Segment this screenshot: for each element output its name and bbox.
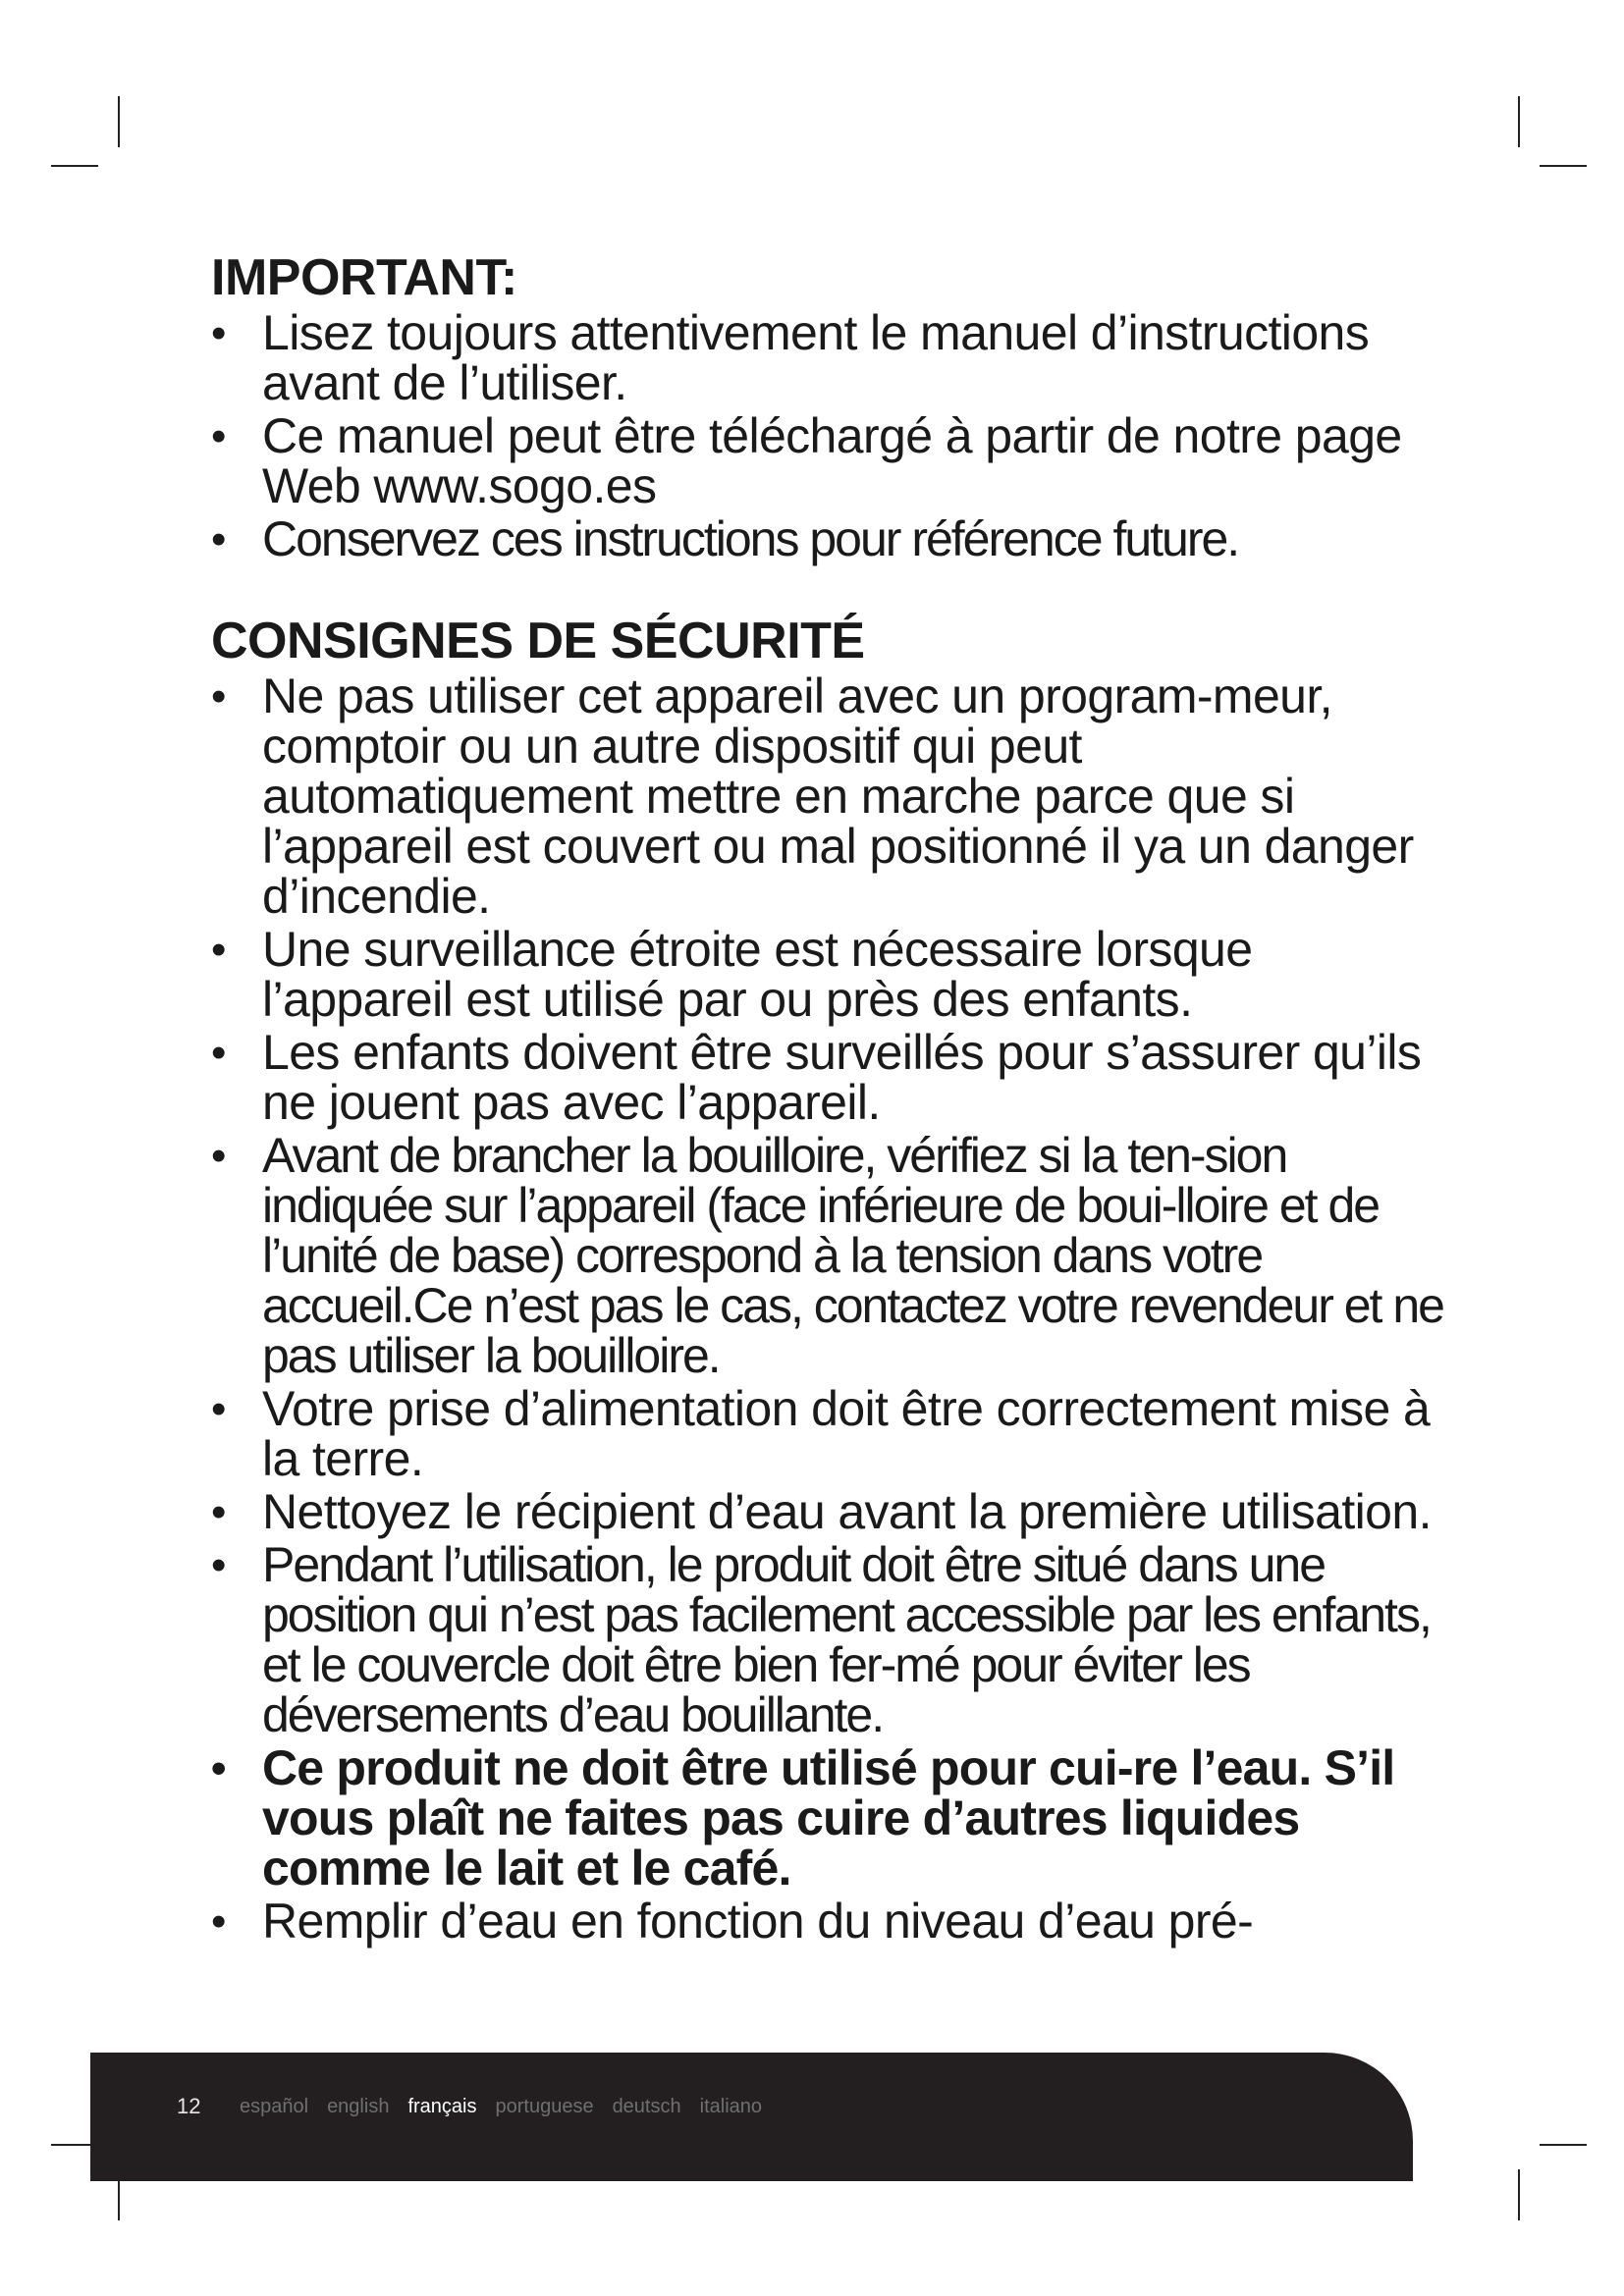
crop-mark bbox=[118, 96, 120, 147]
language-list bbox=[240, 2096, 781, 2118]
list-item: • Conservez ces instructions pour référence future. bbox=[211, 514, 1448, 564]
important-heading: IMPORTANT: bbox=[211, 249, 517, 306]
list-item: • Nettoyez le récipient d’eau avant la première utilisation. bbox=[211, 1487, 1448, 1537]
crop-mark bbox=[1540, 2144, 1587, 2146]
list-item: • Votre prise d’alimentation doit être correctement mise à la terre. bbox=[211, 1384, 1448, 1484]
language-german: deutsch bbox=[612, 2096, 681, 2117]
safety-list bbox=[211, 668, 1448, 1949]
list-item: • Ne pas utiliser cet appareil avec un program-meur, comptoir ou un autre dispositif qui peut automatiquement mettre en marche parce que si l’appareil est couvert ou mal positionné il ya un danger d’incendie. bbox=[211, 671, 1448, 922]
crop-mark bbox=[1518, 96, 1520, 147]
list-item: • Avant de brancher la bouilloire, vérifiez si la ten-sion indiquée sur l’appareil (face inférieure de boui-lloire et de l’unité de base) correspond à la tension dans votre accueil.Ce n’est pas le cas, contactez votre revendeur et ne pas utiliser la bouilloire. bbox=[211, 1131, 1448, 1381]
manual-content bbox=[211, 250, 1448, 1947]
language-portuguese: portuguese bbox=[495, 2096, 594, 2117]
crop-mark bbox=[1540, 165, 1587, 167]
list-item: • Ce manuel peut être téléchargé à partir de notre page Web www.sogo.es bbox=[211, 411, 1448, 511]
page-footer bbox=[90, 2053, 1413, 2181]
list-item: • Pendant l’utilisation, le produit doit être situé dans une position qui n’est pas facilement accessible par les enfants, et le couvercle doit être bien fer-mé pour éviter les déversements d’eau bouillante. bbox=[211, 1540, 1448, 1740]
language-spanish: español bbox=[240, 2096, 309, 2117]
language-italian: italiano bbox=[699, 2096, 763, 2117]
important-list bbox=[211, 305, 1448, 566]
crop-mark bbox=[51, 165, 98, 167]
list-item: • Les enfants doivent être surveillés pour s’assurer qu’ils ne jouent pas avec l’appareil. bbox=[211, 1028, 1448, 1128]
list-item-warning: • Ce produit ne doit être utilisé pour cui-re l’eau. S’il vous plaît ne faites pas cuire d’autres liquides comme le lait et le café. bbox=[211, 1743, 1448, 1894]
language-english: english bbox=[327, 2096, 390, 2117]
list-item: • Une surveillance étroite est nécessaire lorsque l’appareil est utilisé par ou près des enfants. bbox=[211, 925, 1448, 1025]
page-number: 12 bbox=[177, 2094, 201, 2118]
safety-heading: CONSIGNES DE SÉCURITÉ bbox=[211, 613, 865, 669]
list-item: • Remplir d’eau en fonction du niveau d’eau pré- bbox=[211, 1896, 1448, 1947]
list-item: • Lisez toujours attentivement le manuel d’instructions avant de l’utiliser. bbox=[211, 308, 1448, 408]
crop-mark bbox=[1518, 2169, 1520, 2220]
language-french: français bbox=[407, 2096, 477, 2117]
